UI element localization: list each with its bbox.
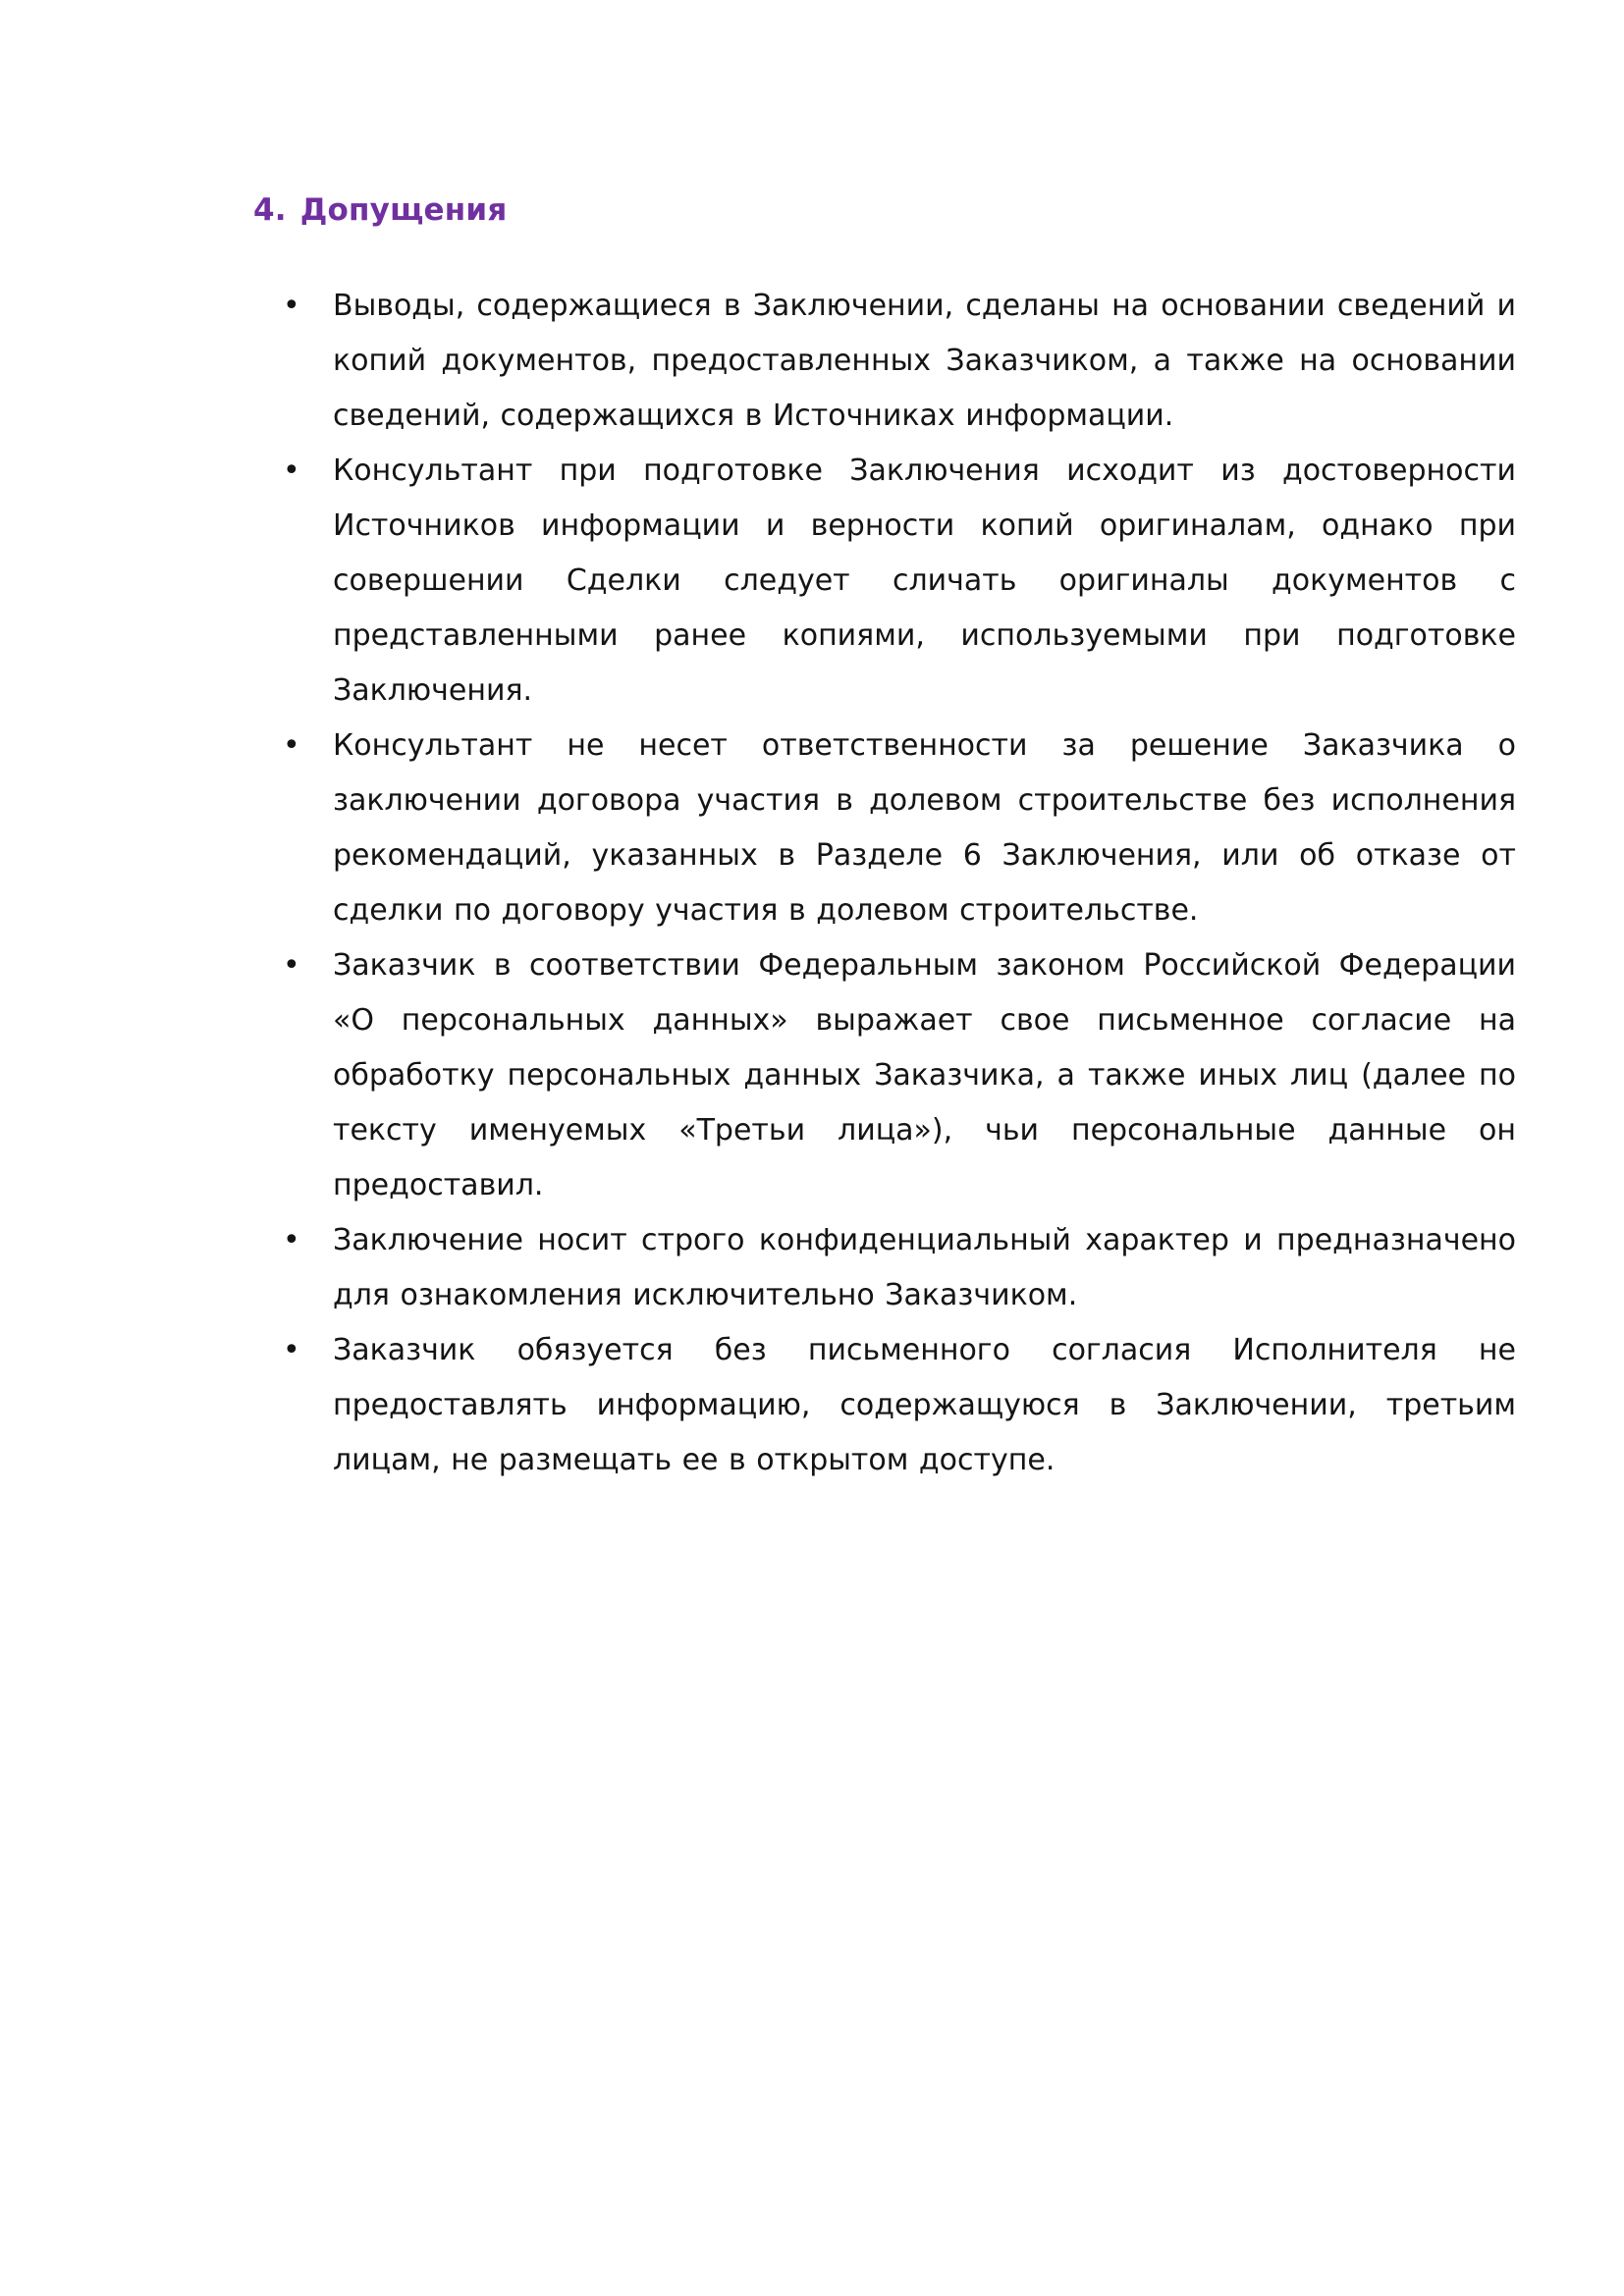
bullet-icon: • bbox=[283, 454, 300, 488]
list-item-text: Заказчик обязуется без письменного согласия Исполнителя не предоставлять информацию, содержащуюся в Заключении, третьим лицам, не размещать ее в открытом доступе. bbox=[333, 1333, 1516, 1477]
list-item bbox=[0, 938, 1516, 1213]
list-item bbox=[0, 1323, 1516, 1488]
list-item bbox=[0, 444, 1516, 719]
list-item-text: Заключение носит строго конфиденциальный характер и предназначено для ознакомления исключительно Заказчиком. bbox=[333, 1223, 1516, 1312]
section-title: Допущения bbox=[299, 192, 508, 228]
list-item bbox=[0, 719, 1516, 938]
bullet-icon: • bbox=[283, 728, 300, 763]
list-item bbox=[0, 279, 1516, 444]
bullet-icon: • bbox=[283, 289, 300, 323]
assumptions-list bbox=[0, 279, 1516, 1488]
list-item bbox=[0, 1213, 1516, 1323]
bullet-icon: • bbox=[283, 948, 300, 983]
list-item-text: Заказчик в соответствии Федеральным законом Российской Федерации «О персональных данных» выражает свое письменное согласие на обработку персональных данных Заказчика, а также иных лиц (далее по тексту именуемых «Третьи лица»), чьи персональные данные он предоставил. bbox=[333, 948, 1516, 1202]
list-item-text: Консультант при подготовке Заключения исходит из достоверности Источников информации и верности копий оригиналам, однако при совершении Сделки следует сличать оригиналы документов с представленными ранее копиями, используемыми при подготовке Заключения. bbox=[333, 454, 1516, 708]
section-number: 4. bbox=[253, 192, 287, 228]
section-heading bbox=[253, 192, 507, 228]
list-item-text: Выводы, содержащиеся в Заключении, сделаны на основании сведений и копий документов, предоставленных Заказчиком, а также на основании сведений, содержащихся в Источниках информации. bbox=[333, 289, 1516, 433]
bullet-icon: • bbox=[283, 1223, 300, 1257]
bullet-icon: • bbox=[283, 1333, 300, 1367]
list-item-text: Консультант не несет ответственности за решение Заказчика о заключении договора участия в долевом строительстве без исполнения рекомендаций, указанных в Разделе 6 Заключения, или об отказе от сделки по договору участия в долевом строительстве. bbox=[333, 728, 1516, 928]
